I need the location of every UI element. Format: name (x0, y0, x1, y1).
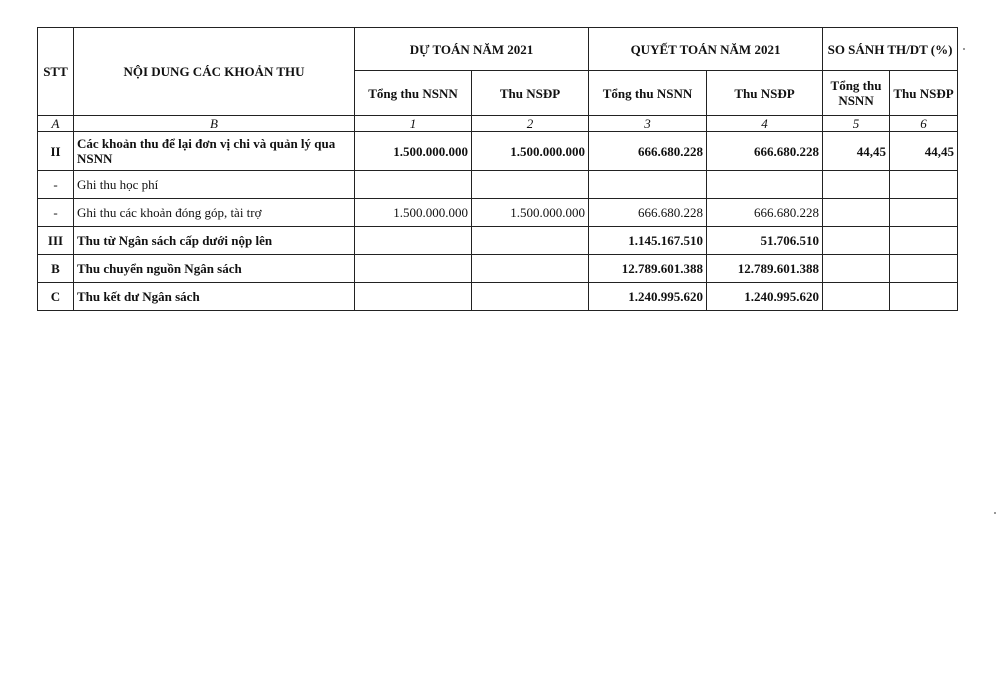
header-dt-thu-nsdp: Thu NSĐP (472, 71, 589, 116)
row-ss-tong (823, 171, 890, 199)
row-qt-nsdp: 666.680.228 (707, 132, 823, 171)
header-stt: STT (38, 28, 74, 116)
row-ss-nsdp (890, 227, 958, 255)
row-dt-nsdp (472, 255, 589, 283)
header-du-toan: DỰ TOÁN NĂM 2021 (355, 28, 589, 71)
row-qt-nsdp (707, 171, 823, 199)
row-ss-tong (823, 227, 890, 255)
table-row (38, 283, 958, 311)
row-dt-tong: 1.500.000.000 (355, 199, 472, 227)
index-cell: 5 (823, 116, 890, 132)
table-row (38, 132, 958, 171)
header-ss-thu-nsdp: Thu NSĐP (890, 71, 958, 116)
row-qt-tong (589, 171, 707, 199)
index-cell: 2 (472, 116, 589, 132)
row-ss-tong: 44,45 (823, 132, 890, 171)
row-dt-nsdp (472, 227, 589, 255)
table-row (38, 171, 958, 199)
row-stt: C (38, 283, 74, 311)
index-cell: B (74, 116, 355, 132)
row-dt-tong (355, 255, 472, 283)
row-dt-tong: 1.500.000.000 (355, 132, 472, 171)
index-cell: 3 (589, 116, 707, 132)
row-qt-tong: 1.240.995.620 (589, 283, 707, 311)
row-ss-nsdp: 44,45 (890, 132, 958, 171)
row-dt-nsdp: 1.500.000.000 (472, 199, 589, 227)
row-qt-tong: 1.145.167.510 (589, 227, 707, 255)
row-dt-tong (355, 227, 472, 255)
row-ss-tong (823, 283, 890, 311)
header-quyet-toan: QUYẾT TOÁN NĂM 2021 (589, 28, 823, 71)
row-stt: II (38, 132, 74, 171)
row-qt-tong: 12.789.601.388 (589, 255, 707, 283)
row-dt-nsdp (472, 171, 589, 199)
row-qt-tong: 666.680.228 (589, 199, 707, 227)
table-row (38, 227, 958, 255)
row-content: Thu kết dư Ngân sách (74, 283, 355, 311)
row-qt-nsdp: 51.706.510 (707, 227, 823, 255)
header-so-sanh: SO SÁNH TH/DT (%) (823, 28, 958, 71)
row-ss-nsdp (890, 255, 958, 283)
table-row (38, 199, 958, 227)
scan-speck (963, 48, 965, 50)
index-cell: A (38, 116, 74, 132)
row-content: Thu từ Ngân sách cấp dưới nộp lên (74, 227, 355, 255)
row-stt: - (38, 171, 74, 199)
table-row (38, 255, 958, 283)
row-qt-nsdp: 666.680.228 (707, 199, 823, 227)
index-cell: 1 (355, 116, 472, 132)
row-ss-tong (823, 255, 890, 283)
header-content: NỘI DUNG CÁC KHOẢN THU (74, 28, 355, 116)
row-dt-tong (355, 171, 472, 199)
budget-revenue-table (37, 27, 958, 311)
index-cell: 4 (707, 116, 823, 132)
row-dt-nsdp (472, 283, 589, 311)
header-qt-thu-nsdp: Thu NSĐP (707, 71, 823, 116)
column-index-row (38, 116, 958, 132)
header-qt-tong-thu: Tổng thu NSNN (589, 71, 707, 116)
row-ss-nsdp (890, 171, 958, 199)
row-qt-nsdp: 12.789.601.388 (707, 255, 823, 283)
row-dt-tong (355, 283, 472, 311)
row-stt: III (38, 227, 74, 255)
row-qt-nsdp: 1.240.995.620 (707, 283, 823, 311)
row-content: Ghi thu học phí (74, 171, 355, 199)
row-dt-nsdp: 1.500.000.000 (472, 132, 589, 171)
header-dt-tong-thu: Tổng thu NSNN (355, 71, 472, 116)
row-qt-tong: 666.680.228 (589, 132, 707, 171)
index-cell: 6 (890, 116, 958, 132)
row-content: Ghi thu các khoản đóng góp, tài trợ (74, 199, 355, 227)
header-ss-tong-thu: Tổng thu NSNN (823, 71, 890, 116)
header-row-1 (38, 28, 958, 71)
row-content: Các khoản thu để lại đơn vị chi và quản lý qua NSNN (74, 132, 355, 171)
row-stt: - (38, 199, 74, 227)
row-ss-nsdp (890, 283, 958, 311)
row-stt: B (38, 255, 74, 283)
row-content: Thu chuyển nguồn Ngân sách (74, 255, 355, 283)
row-ss-nsdp (890, 199, 958, 227)
scan-speck (994, 512, 996, 514)
row-ss-tong (823, 199, 890, 227)
